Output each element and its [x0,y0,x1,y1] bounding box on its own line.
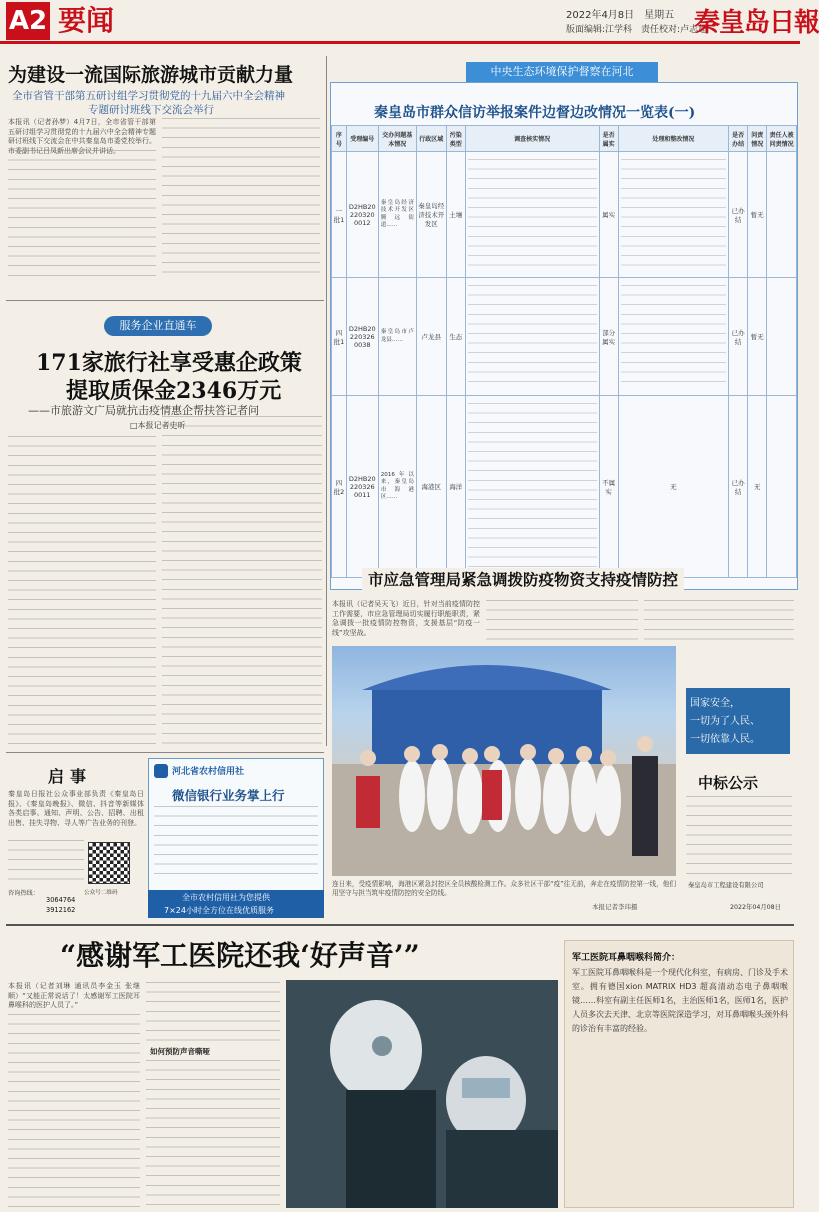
news-photo [332,646,676,876]
cell-person [767,278,797,396]
qr-label: 公众号二维码 [84,890,118,896]
cell-seq: 四批2 [332,396,347,578]
col-person: 责任人被问责情况 [767,126,797,152]
cell-person [767,152,797,278]
edition-info: 版面编辑:江学科 责任校对:卢志超 [566,25,708,35]
notice-left-body2 [8,840,84,886]
sidebar-body: 军工医院耳鼻咽喉科是一个现代化科室，有病房、门诊及手术室。拥有德国xion MATRIX HD3 超高清动态电子鼻咽喉镜……科室有副主任医师1名，主治医师1名，医师1名，医护人员多次去天津、北京等医院深造学习，对耳鼻咽喉头颈外科的诊治有丰富的经验。 [572,968,788,1033]
cell-done: 已办结 [729,396,748,578]
cell-acct: 无 [748,396,767,578]
cell-handle [618,278,728,396]
photo-caption: 连日来，受疫情影响，海港区紧急封控区全员核酸检测工作。众多社区干部“疫”往无前，奔走在疫情防控第一线，他们用坚守与担当筑牢疫情防控的安全防线。 [332,880,676,897]
photo-illustration [332,646,676,876]
newspaper-logo: 秦皇岛日報 [694,8,819,38]
col-seq: 序号 [332,126,347,152]
article3-lead: 本报讯（记者吴天飞）近日，针对当前疫情防控工作需要，市应急管理局切实履行职能职责，紧急调拨一批疫情防控物资，支援基层“防疫一线”攻坚战。 [332,600,480,637]
article1-lead: 本报讯（记者孙梦）4月7日，全市省管干部第五研讨组学习贯彻党的十九届六中全会精神专题研讨班线下交流会在中共秦皇岛市委党校举行。市委副书记吕凤新出席会议并讲话。 [8,118,156,155]
cell-issue: 2016年以来，秦皇岛市海港区…… [378,396,416,578]
divider [6,300,324,301]
cell-code: D2HB202203260011 [346,396,378,578]
divider [6,924,794,926]
col-type: 污染类型 [446,126,465,152]
surgery-illustration [286,980,558,1208]
cell-done: 已办结 [729,152,748,278]
article4-lead: 本报讯（记者刘琳 通讯员李金玉 张继顺）“又能正常说话了！太感谢军工医院耳鼻喉科的医护人员了。” [8,982,140,1010]
service-banner: 服务企业直通车 [104,316,212,336]
article3-body-col2 [486,600,638,640]
hotline-label: 咨询热线： [8,890,39,897]
article1-body-col2 [162,118,320,280]
col-handle: 处理和整改情况 [618,126,728,152]
sidebar-title: 军工医院耳鼻咽喉科简介： [572,953,681,963]
cell-seq: 四批1 [332,278,347,396]
cell-region: 海港区 [416,396,446,578]
table-row [332,152,797,278]
cell-true: 属实 [599,152,618,278]
cell-verify [465,278,599,396]
qr-code [88,842,130,884]
article2-title-line1[interactable]: 171家旅行社享受惠企政策 [36,350,302,376]
column-rule [326,56,327,746]
cell-issue: 秦皇岛市卢龙县…… [378,278,416,396]
cell-handle [618,152,728,278]
cell-code: D2HB202203200012 [346,152,378,278]
article4-body-col1 [8,1014,140,1208]
surgery-photo [286,980,558,1208]
col-code: 受理编号 [346,126,378,152]
notice-right-date: 2022年04月08日 [730,904,781,911]
bank-footer-line2: 7×24小时全方位在线优质服务 [164,906,274,915]
cell-verify [465,152,599,278]
col-done: 是否办结 [729,126,748,152]
cell-issue: 秦皇岛经济技术开发区腾远街道…… [378,152,416,278]
cell-verify [465,396,599,578]
article3-title[interactable]: 市应急管理局紧急调拨防疫物资支持疫情防控 [362,568,684,590]
page-number: A2 [6,2,50,40]
cell-region: 卢龙县 [416,278,446,396]
table-row [332,278,797,396]
article4-body-col3 [146,1060,280,1208]
bank-logo-icon [154,764,168,778]
article1-subtitle2: 专题研讨班线下交流会举行 [88,104,214,116]
table-header-row [332,126,797,152]
slogan-line2: 一切为了人民、 [690,716,760,727]
cell-seq: 一批1 [332,152,347,278]
col-true: 是否属实 [599,126,618,152]
section-title: 要闻 [58,4,115,37]
cell-type: 海洋 [446,396,465,578]
photo-credit: 本报记者李玮摄 [592,903,638,911]
article3-body-col3 [644,600,794,640]
cell-type: 生态 [446,278,465,396]
bank-footer-line1: 全市农村信用社为您提供 [182,893,270,902]
table-row [332,396,797,578]
bank-headline: 微信银行业务掌上行 [172,788,285,803]
article1-subtitle: 全市省管干部第五研讨组学习贯彻党的十九届六中全会精神 [12,90,285,102]
cell-acct: 暂无 [748,278,767,396]
article4-title[interactable]: “感谢军工医院还我‘好声音’” [60,939,420,972]
article2-title-line2[interactable]: 提取质保金2346万元 [66,378,282,404]
phone-2: 3912162 [46,906,76,914]
notice-right-title: 中标公示 [698,774,759,792]
notice-left-title: 启事 [48,767,93,786]
cell-done: 已办结 [729,278,748,396]
complaint-table [331,125,797,578]
article2-body-col1 [8,436,156,744]
article4-body-col2 [146,982,280,1042]
notice-right-body [686,796,792,878]
col-acct: 问责情况 [748,126,767,152]
slogan-line3: 一切依靠人民。 [690,734,760,745]
notice-left-body: 秦皇岛日报社公众事业部负责《秦皇岛日报》、《秦皇岛晚报》、微信、抖音等新媒体各类启事、通知、声明、公告、招聘、出租出售、挂失寻物、寻人等广告业务的刊登。 [8,790,144,827]
bank-brand: 河北省农村信用社 [172,767,245,777]
cell-handle: 无 [618,396,728,578]
article2-byline: □本报记者史昕 [130,421,186,430]
article1-body-col1 [8,150,156,280]
article2-body-col2 [162,416,322,744]
cell-region: 秦皇岛经济技术开发区 [416,152,446,278]
table-title: 秦皇岛市群众信访举报案件边督边改情况一览表(一) [374,105,696,121]
cell-person [767,396,797,578]
divider [6,752,324,753]
cell-true: 部分属实 [599,278,618,396]
col-issue: 交办问题基本情况 [378,126,416,152]
cell-type: 土壤 [446,152,465,278]
article4-subhead: 如何预防声音嘶哑 [150,1047,210,1056]
env-banner: 中央生态环境保护督察在河北 [466,62,658,82]
phone-1: 3064764 [46,896,76,904]
cell-acct: 暂无 [748,152,767,278]
issue-date: 2022年4月8日 星期五 [566,10,675,21]
article2-subtitle: ——市旅游文广局就抗击疫情惠企帮扶答记者问 [28,404,259,417]
article1-title[interactable]: 为建设一流国际旅游城市贡献力量 [8,64,294,86]
col-verify: 调查核实情况 [465,126,599,152]
notice-right-signature: 秦皇岛市工程建设有限公司 [688,882,764,889]
col-region: 行政区域 [416,126,446,152]
slogan-line1: 国家安全， [690,698,740,709]
bank-ad-body [154,806,318,882]
cell-true: 不属实 [599,396,618,578]
cell-code: D2HB202203260038 [346,278,378,396]
